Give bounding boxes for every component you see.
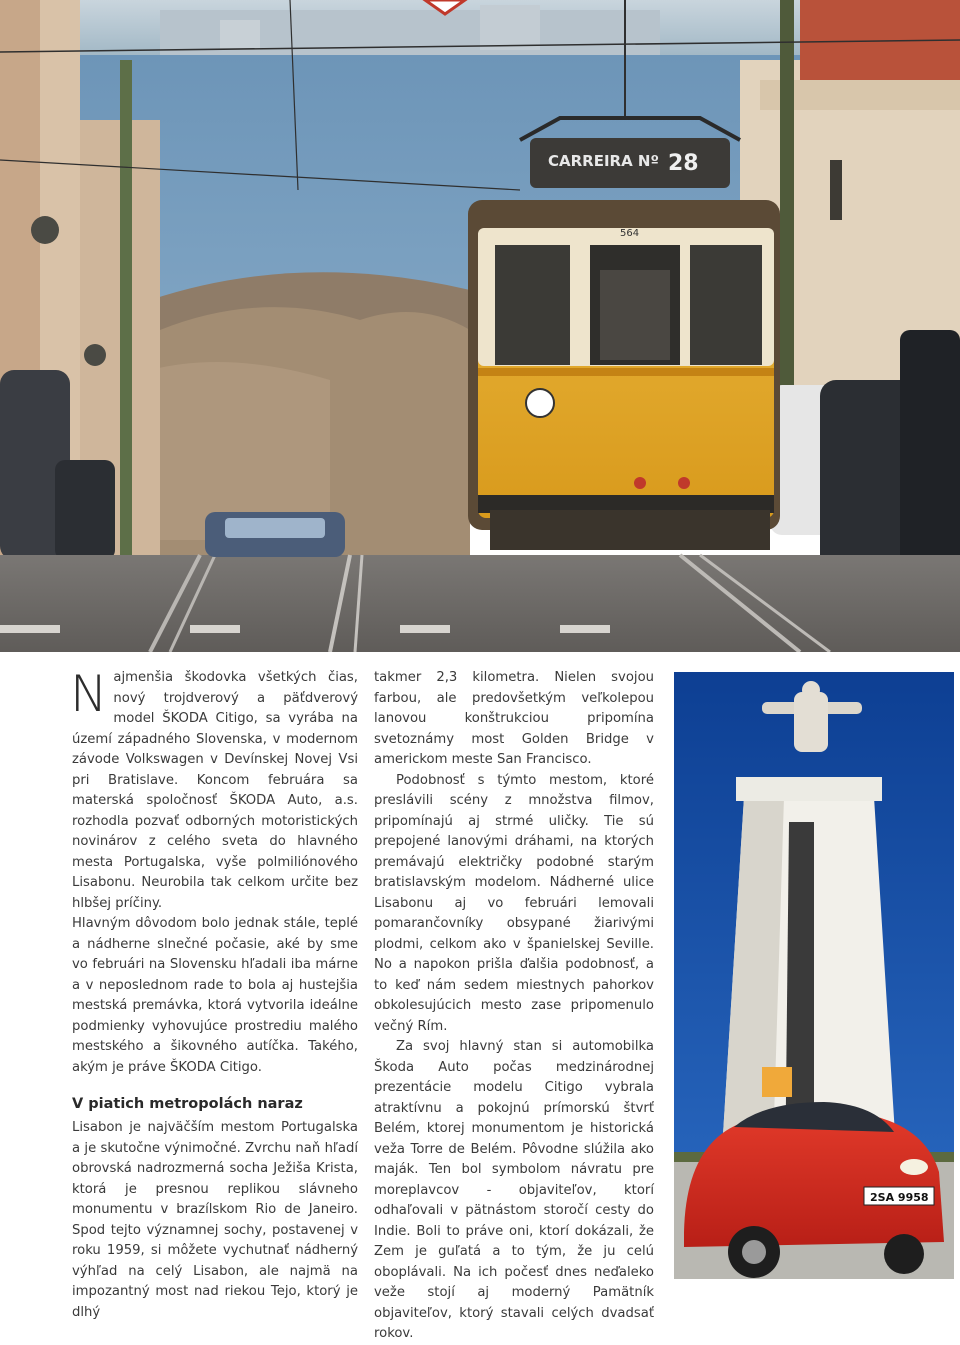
tram-route-number: 28 [668, 151, 699, 176]
intro-paragraph [70, 665, 358, 914]
drop-cap: N [70, 665, 108, 723]
side-photo-cristo-rei-citigo [674, 672, 954, 1279]
tram-fleet-number: 564 [620, 228, 640, 239]
section-subheading: V piatich metropolách naraz [72, 1096, 303, 1112]
paragraph-belem: Za svoj hlavný stan si automobilka Škoda Auto počas medzinárodnej prezentácie modelu Citigo vybrala atraktívnu a pokojnú prímorskú štvrť Belém, ktorej monumentom je historická veža Torre de Belém. Pôvodne slúžila ako maják. Ten bol symbolom návratu pre moreplavcov - objaviteľov, ktorí odhaľovali v pätnástom storočí cesty do Indie. Boli to práve oni, ktorí dokázali, že Zem je guľatá a to tým, že ju celú oboplávali. Na ich počesť dnes neďaleko veže stojí aj moderný Pamätník objaviteľov, ktorý stavali celých dvadsať rokov. [374, 1039, 654, 1341]
article-column-left [70, 665, 358, 1323]
intro-text: ajmenšia škodovka všetkých čias, nový trojdverový a päťdverový model ŠKODA Citigo, sa vyrába na území západného Slovenska, v modernom závode Volkswagen v Devínskej Novej Vsi pri Bratislave. Koncom februára sa materská spoločnosť ŠKODA Auto, a.s. rozhodla pozvať odborných motoristických novinárov z celého sveta do hlavného mesta Portugalska, vyše polmiliónového Lisabonu. Neurobila tak celkom určite bez hlbšej príčiny. [72, 670, 358, 911]
tram-destination-sign: CARREIRA Nº [548, 152, 659, 170]
car-license-plate: 2SA 9958 [870, 1191, 929, 1204]
hero-photo-lisbon-tram [0, 0, 960, 652]
paragraph-similarity: Podobnosť s týmto mestom, ktoré preslávili scény z množstva filmov, pripomínajú aj strmé uličky. Tie sú prepojené lanovými dráhami, na ktorých premávajú električky podobné starým bratislavským modelom. Nádherné ulice Lisabonu aj vo februári lemovali pomarančovníky obsypané žiarivými plodmi, celkom ako v španielskej Seville. No a napokon prišla ďalšia podobnosť, a to keď nám sedem miestnych pahorkov obkolesujúcich mesto zase pripomenulo večný Rím. [374, 772, 654, 1034]
statue-car-illustration [674, 672, 954, 1279]
paragraph-lisbon: Lisabon je najväčším mestom Portugalska a je skutočne výnimočné. Zvrchu naň hľadí obrovská nadrozmerná socha Ježiša Krista, ktorá je presnou replikou slávneho monumentu v brazílskom Rio de Janeiro. Spod tejto významnej sochy, postavenej v roku 1959, si môžete vychutnať nádherný výhľad na celý Lisabon, ale najmä na impozantný most nad riekou Tejo, ktorý je dlhý [72, 1120, 358, 1320]
paragraph-bridge: takmer 2,3 kilometra. Nielen svojou farbou, ale predovšetkým veľkolepou lanovou konštrukciou pripomína svetoznámy most Golden Bridge v americkom meste San Francisco. [374, 670, 654, 767]
paragraph-weather: Hlavným dôvodom bolo jednak stále, teplé a nádherne slnečné počasie, aké by sme vo februári na Slovensku hľadali iba márne a v neposlednom rade to bola aj hustejšia mestská premávka, ktorá vytvorila ideálne podmienky vyhovujúce prostrediu malého mestského a šikovného autíčka. Takého, akým je práve ŠKODA Citigo. [72, 916, 358, 1075]
article-column-middle [374, 668, 654, 1345]
tram-street-illustration [0, 0, 960, 652]
